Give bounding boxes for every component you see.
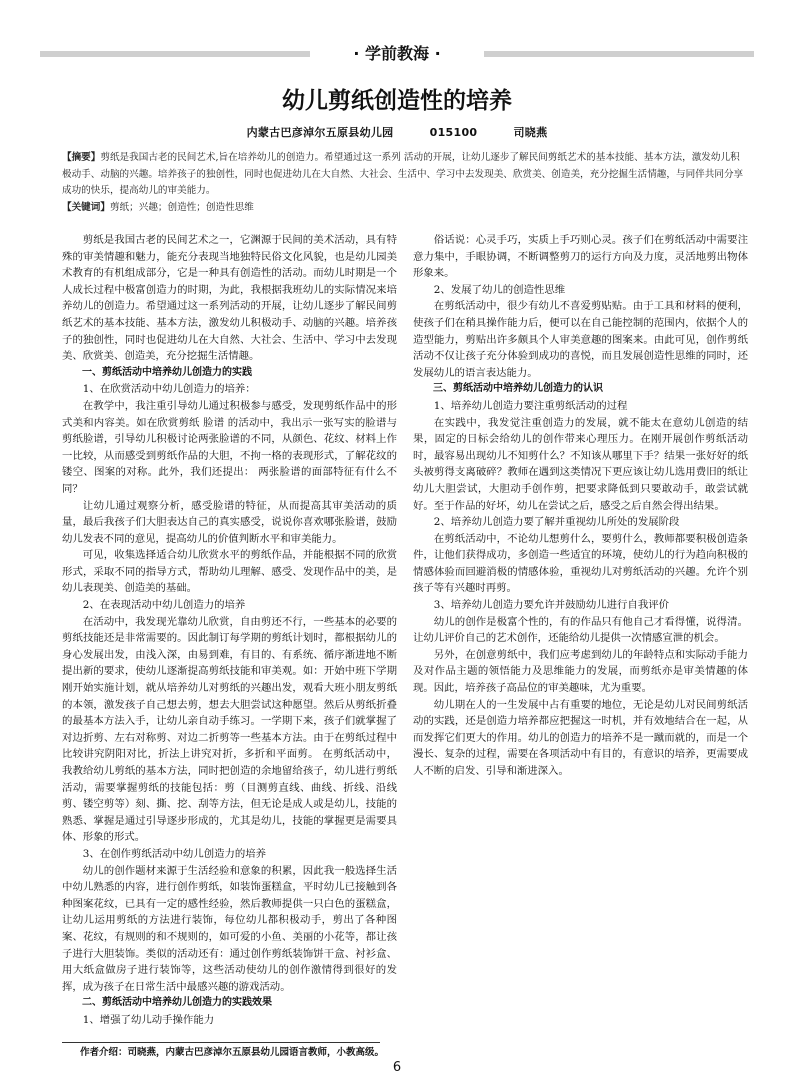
subsection-heading: 3、在创作剪纸活动中幼儿创造力的培养 (82, 847, 267, 860)
body-paragraph: 在教学中，我注重引导幼儿通过积极参与感受，发现剪纸作品中的形式美和内容美。如在欣赏剪纸 脸谱 的活动中，我出示一张写实的脸谱与剪纸脸谱，引导幼儿积极讨论两张脸谱的不同，从颜色、花纹、材料上作一比较，从而感受到剪纸作品的大胆，不拘一格的表现形式，了解花纹的镂空、图案的对称。此外，我们还提出： 两张脸谱的面部特征有什么不同？ (62, 399, 397, 495)
body-paragraph: 幼儿期在人的一生发展中占有重要的地位，无论是幼儿对民间剪纸活动的实践，还是创造力培养都应把握这一时机，并有效地结合在一起，从而发挥它们更大的作用。幼儿的创造力的培养不是一蹴而就的，而是一个漫长、复杂的过程，需要在各项活动中有目的，有意识的培养，更需要成人不断的启发、引导和渐进深入。 (413, 698, 748, 777)
author-affiliation: 内蒙古巴彦淖尔五原县幼儿园 (246, 126, 394, 139)
body-paragraph: 幼儿的创作题材来源于生活经验和意象的积累，因此我一般选择生活中幼儿熟悉的内容，进行创作剪纸，如装饰蛋糕盒，平时幼儿已接触到各种图案花纹，已具有一定的感性经验，然后教师提供一只白色的蛋糕盒，让幼儿运用剪纸的方法进行装饰，每位幼儿都积极动手，剪出了各种图案、花纹，有规则的和不规则的，如可爱的小鱼、美丽的小花等，都让孩子进行大胆装饰。类似的活动还有：通过创作剪纸装饰饼干盒、衬衫盒、用大纸盒做房子进行装饰等，这些活动使幼儿的创作激情得到很好的发挥，成为孩子在日常生活中最感兴趣的游戏活动。 (62, 864, 397, 993)
header-rule-right (484, 51, 754, 57)
body-paragraph: 剪纸是我国古老的民间艺术之一，它渊源于民间的美术活动，具有特殊的审美情趣和魅力，能充分表现当地独特民俗文化风貌，也是幼儿园美术教育的有机组成部分，它是一种具有创造性的活动。而幼儿时期是一个人成长过程中极富创造力的时期，为此，我根据我班幼儿的实际情况来培养幼儿的创造力。希望通过这一系列活动的开展，让幼儿逐步了解民间剪纸艺术的基本技能、基本方法，激发幼儿积极动手、动脑的兴趣。培养孩子的独创性，同时也促进幼儿在大自然、大社会、生活中、学习中去发现美、欣赏美、创造美，充分挖掘生活情趣。 (62, 234, 397, 363)
body-paragraph: 另外，在创意剪纸中，我们应考虑到幼儿的年龄特点和实际动手能力及对作品主题的领悟能力及思维能力的发展，而剪纸亦是审美情趣的体现。因此，培养孩子高品位的审美趣味，尤为重要。 (413, 648, 748, 695)
footnote-rule (62, 1042, 380, 1043)
body-paragraph: 幼儿的创作是极富个性的，有的作品只有他自己才看得懂，说得清。让幼儿评价自己的艺术创作，还能给幼儿提供一次情感宣泄的机会。 (413, 615, 748, 645)
article-title: 幼儿剪纸创造性的培养 (282, 88, 512, 114)
subsection-heading: 3、培养幼儿创造力要允许并鼓励幼儿进行自我评价 (433, 599, 669, 612)
article-body (62, 232, 748, 1040)
subsection-heading: 2、发展了幼儿的创造性思维 (433, 283, 566, 296)
abstract-label: 【摘要】 (62, 152, 101, 163)
subsection-heading: 1、增强了幼儿动手操作能力 (82, 1013, 215, 1026)
subsection-heading: 1、培养幼儿创造力要注重剪纸活动的过程 (433, 399, 628, 412)
header-rule-left (40, 51, 310, 57)
subsection-heading: 1、在欣赏活动中幼儿创造力的培养： (82, 383, 256, 396)
page-number: 6 (392, 1060, 402, 1075)
abstract-block (62, 150, 748, 216)
body-paragraph: 在剪纸活动中，很少有幼儿不喜爱剪贴贴。由于工具和材料的便利，使孩子们在稍具操作能力后，便可以在自己能控制的范围内，依据个人的造型能力，剪贴出许多颇具个人审美意趣的图案来。由此可见，创作剪纸活动不仅让孩子充分体验到成功的喜悦，而且发展创造性思维的同时，还发展幼儿的语言表达能力。 (413, 300, 748, 379)
subsection-heading: 2、在表现活动中幼儿创造力的培养 (82, 599, 246, 612)
author-postcode: 015100 (429, 126, 478, 139)
section-heading: 三、剪纸活动中培养幼儿创造力的认识 (433, 383, 603, 395)
body-paragraph: 可见，收集选择适合幼儿欣赏水平的剪纸作品，并能根据不同的欣赏形式，采取不同的指导方式，帮助幼儿理解、感受、发现作品中的美，是幼儿表现美、创造美的基础。 (62, 549, 397, 595)
section-heading: 一、剪纸活动中培养幼儿创造力的实践 (82, 366, 252, 378)
subsection-heading: 2、培养幼儿创造力要了解并重视幼儿所处的发展阶段 (433, 516, 680, 529)
abstract-paragraph (62, 150, 748, 200)
section-header (40, 42, 754, 66)
section-title: · 学前教海 · (353, 44, 441, 63)
body-paragraph: 在剪纸活动中，不论幼儿想剪什么，要剪什么，教师都要积极创造条件，让他们获得成功，多创造一些适宜的环境，使幼儿的行为趋向积极的情感体验而回避消极的情感体验，重视幼儿对剪纸活动的兴趣。允许个别孩子等有兴趣时再剪。 (413, 532, 748, 595)
body-paragraph: 让幼儿通过观察分析，感受脸谱的特征，从而提高其审美活动的质量，最后我孩子们大胆表达自己的真实感受，说说你喜欢哪张脸谱，鼓励幼儿发表不同的意见，提高幼儿的价值判断水平和审美能力。 (62, 499, 397, 545)
keywords-text: 剪纸；兴趣；创造性；创造性思维 (109, 201, 254, 213)
body-paragraph: 在活动中，我发现光靠幼儿欣赏，自由剪还不行，一些基本的必要的剪纸技能还是非常需要的。因此制订每学期的剪纸计划时，都根据幼儿的身心发展出发，由浅入深，由易到难，有目的、有系统、循序渐进地不断提出新的要求，使幼儿逐渐提高剪纸技能和审美观。如：开始中班下学期刚开始实施计划，就从培养幼儿对剪纸的兴趣出发，观看大班小朋友剪纸的本领，激发孩子自己想去剪，想去大胆尝试这种愿望。然后从剪纸折叠的最基本方法入手，让幼儿亲自动手练习。一学期下来，孩子们就掌握了对边折剪、左右对称剪、对边二折剪等一些基本方法。由于在剪纸过程中比较讲究阴阳对比，折法上讲究对折，多折和平面剪。 在剪纸活动中，我教给幼儿剪纸的基本方法，同时把创造的余地留给孩子，幼儿进行剪纸活动，需要掌握剪纸的技能包括：剪（目测剪直线、曲线、折线、沿线剪、镂空剪等）刻、撕、挖、刮等方法，但无论是成人或是幼儿，技能的熟悉、掌握是通过引导逐步形成的，尤其是幼儿，技能的掌握更是需要具体、形象的形式。 (62, 615, 397, 844)
author-name: 司晓燕 (513, 126, 548, 139)
section-heading: 二、剪纸活动中培养幼儿创造力的实践效果 (82, 997, 272, 1009)
body-paragraph: 俗话说：心灵手巧，实质上手巧则心灵。孩子们在剪纸活动中需要注意力集中，手眼协调，不断调整剪刀的运行方向及力度，灵活地剪出物体形象来。 (413, 234, 748, 280)
abstract-text: 剪纸是我国古老的民间艺术,旨在培养幼儿的创造力。希望通过这一系列 活动的开展，让幼儿逐步了解民间剪纸艺术的基本技能、基本方法，激发幼儿积极动手、动脑的兴趣。培养孩子的独创性，同时也促进幼儿在大自然、大社会、生活中、学习中去发现美、欣赏美、创造美，充分挖掘生活情趣，与同伴共同分享成功的快乐，提高幼儿的审美能力。 (62, 152, 744, 196)
body-paragraph: 在实践中，我发觉注重创造力的发展，就不能太在意幼儿创造的结果，固定的日标会给幼儿的创作带来心理压力。在刚开展创作剪纸活动时，最容易出现幼儿不知剪什么？不知该从哪里下手？结果一张好好的纸头被剪得支离破碎？教师在遇到这类情况下更应该让幼儿选用费旧的纸让幼儿大胆尝试，大胆动手创作剪，把要求降低到只要敢动手，敢尝试就好。至于作品的好坏，幼儿在尝试之后，感受之后自然会得出结果。 (413, 416, 748, 512)
author-footnote: 作者介绍：司晓燕，内蒙古巴彦淖尔五原县幼儿园语言教师，小教高级。 (80, 1047, 385, 1058)
author-line (0, 125, 794, 141)
keywords-label: 【关键词】 (62, 201, 110, 213)
keywords-paragraph (62, 200, 748, 217)
